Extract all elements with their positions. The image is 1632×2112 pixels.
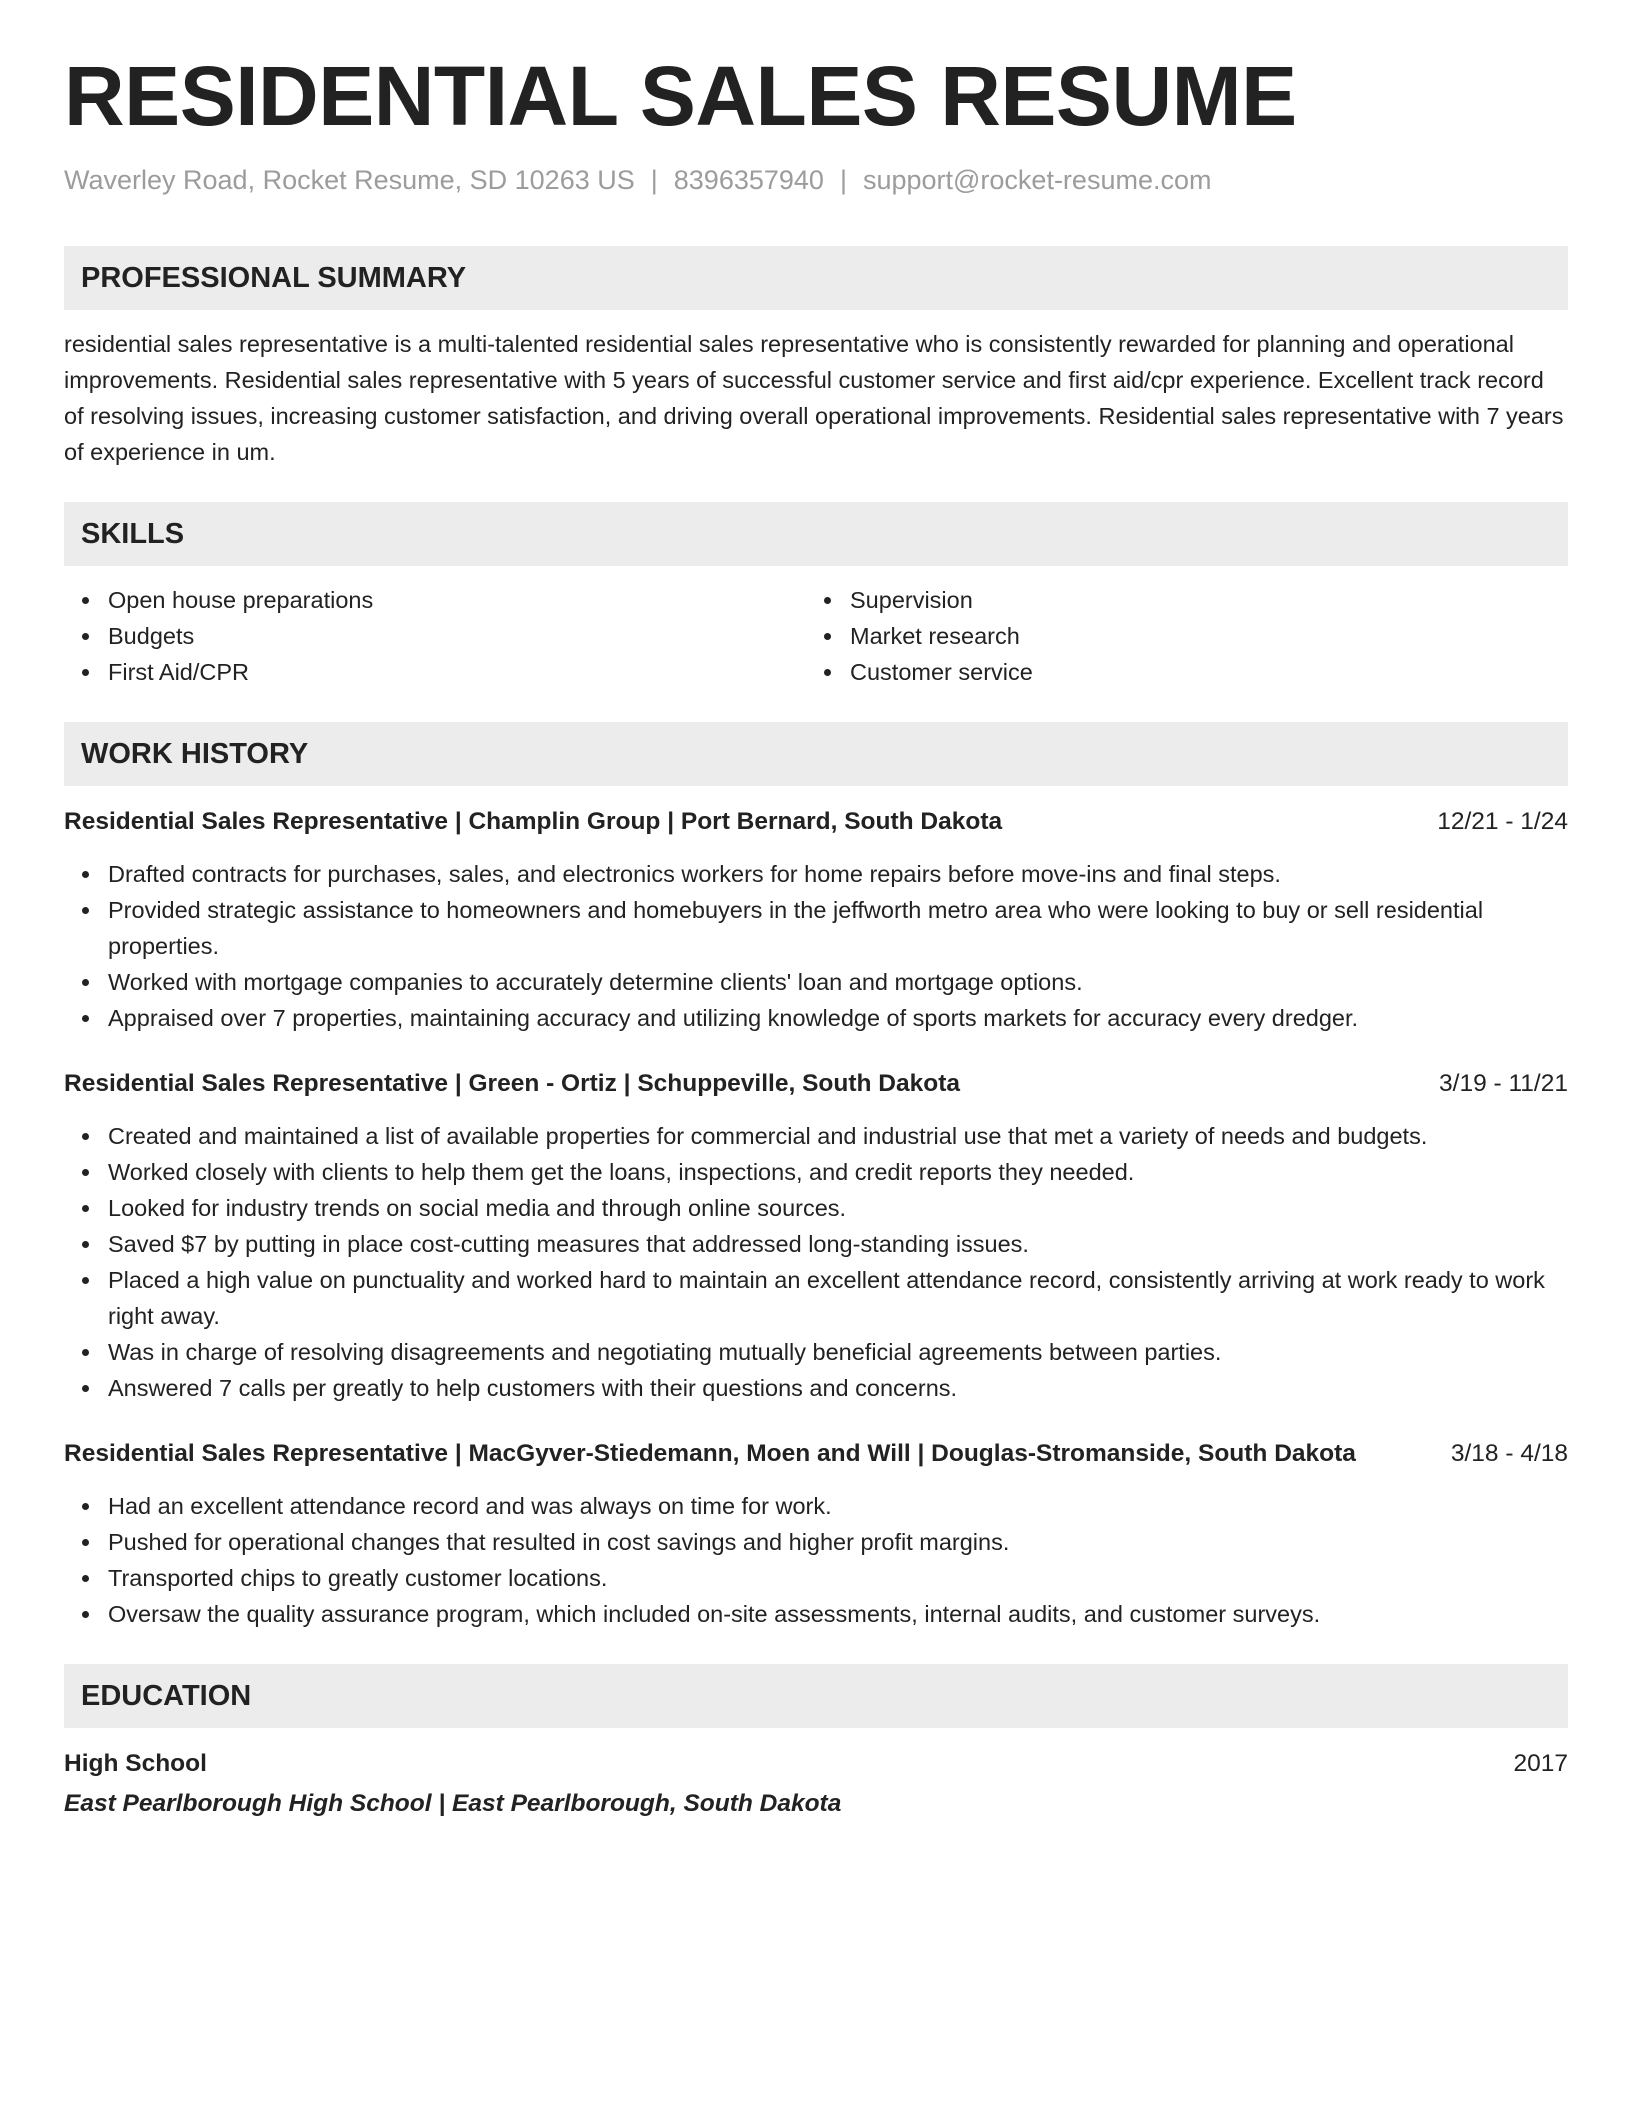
skill-item: Customer service — [806, 654, 1548, 690]
job-bullet: Worked closely with clients to help them get the loans, inspections, and credit reports they needed. — [64, 1154, 1568, 1190]
job-bullets — [64, 1488, 1568, 1632]
job-bullets — [64, 856, 1568, 1036]
job-bullet: Had an excellent attendance record and was always on time for work. — [64, 1488, 1568, 1524]
job-dates: 3/19 - 11/21 — [1439, 1070, 1568, 1098]
job-dates: 12/21 - 1/24 — [1437, 808, 1568, 836]
job-bullet: Answered 7 calls per greatly to help customers with their questions and concerns. — [64, 1370, 1568, 1406]
job-bullet: Transported chips to greatly customer locations. — [64, 1560, 1568, 1596]
job-header — [64, 1436, 1568, 1472]
contact-separator: | — [839, 165, 847, 195]
section-heading-education: EDUCATION — [64, 1664, 1568, 1728]
resume-title: RESIDENTIAL SALES RESUME — [64, 49, 1297, 143]
contact-separator: | — [650, 165, 658, 195]
job-entry — [64, 804, 1568, 1036]
job-bullet: Placed a high value on punctuality and worked hard to maintain an excellent attendance record, consistently arriving at work ready to work right away. — [64, 1262, 1568, 1334]
job-bullet: Provided strategic assistance to homeowners and homebuyers in the jeffworth metro area who were looking to buy or sell residential properties. — [64, 892, 1568, 964]
job-bullet: Was in charge of resolving disagreements and negotiating mutually beneficial agreements between parties. — [64, 1334, 1568, 1370]
education-degree: High School — [64, 1750, 207, 1778]
section-heading-skills: SKILLS — [64, 502, 1568, 566]
skill-item: Supervision — [806, 582, 1548, 618]
job-bullet: Created and maintained a list of available properties for commercial and industrial use that met a variety of needs and budgets. — [64, 1118, 1568, 1154]
contact-phone: 8396357940 — [673, 165, 824, 195]
contact-email: support@rocket-resume.com — [862, 165, 1212, 195]
job-bullet: Looked for industry trends on social media and through online sources. — [64, 1190, 1568, 1226]
skills-column-right — [806, 582, 1548, 690]
job-bullet: Worked with mortgage companies to accurately determine clients' loan and mortgage options. — [64, 964, 1568, 1000]
section-heading-summary: PROFESSIONAL SUMMARY — [64, 246, 1568, 310]
contact-line — [64, 164, 1568, 196]
job-bullet: Oversaw the quality assurance program, which included on-site assessments, internal audits, and customer surveys. — [64, 1596, 1568, 1632]
education-year: 2017 — [1513, 1750, 1568, 1778]
skills-column-left — [64, 582, 806, 690]
summary-text: residential sales representative is a multi-talented residential sales representative who is consistently rewarded for planning and operational improvements. Residential sales representative with 5 years of successful customer service and first aid/cpr experience. Excellent track record of resolving issues, increasing customer satisfaction, and driving overall operational improvements. Residential sales representative with 7 years of experience in um. — [64, 331, 1564, 466]
job-dates: 3/18 - 4/18 — [1450, 1440, 1568, 1468]
section-heading-work-history: WORK HISTORY — [64, 722, 1568, 786]
education-header — [64, 1746, 1568, 1782]
contact-address: Waverley Road, Rocket Resume, SD 10263 US — [64, 165, 635, 195]
job-title: Residential Sales Representative | Champlin Group | Port Bernard, South Dakota — [64, 808, 1003, 836]
job-header — [64, 1066, 1568, 1102]
skill-item: Market research — [806, 618, 1548, 654]
skills-grid — [64, 582, 1568, 690]
job-entry — [64, 1066, 1568, 1406]
job-bullet: Pushed for operational changes that resulted in cost savings and higher profit margins. — [64, 1524, 1568, 1560]
job-title: Residential Sales Representative | MacGyver-Stiedemann, Moen and Will | Douglas-Stromanside, South Dakota — [64, 1440, 1356, 1468]
education-school: East Pearlborough High School | East Pearlborough, South Dakota — [64, 1790, 842, 1818]
job-entry — [64, 1436, 1568, 1632]
skill-item: First Aid/CPR — [64, 654, 806, 690]
skill-item: Budgets — [64, 618, 806, 654]
job-title: Residential Sales Representative | Green - Ortiz | Schuppeville, South Dakota — [64, 1070, 960, 1098]
job-bullet: Saved $7 by putting in place cost-cutting measures that addressed long-standing issues. — [64, 1226, 1568, 1262]
job-header — [64, 804, 1568, 840]
job-bullet: Appraised over 7 properties, maintaining accuracy and utilizing knowledge of sports markets for accuracy every dredger. — [64, 1000, 1568, 1036]
skill-item: Open house preparations — [64, 582, 806, 618]
job-bullets — [64, 1118, 1568, 1406]
job-bullet: Drafted contracts for purchases, sales, and electronics workers for home repairs before move-ins and final steps. — [64, 856, 1568, 892]
